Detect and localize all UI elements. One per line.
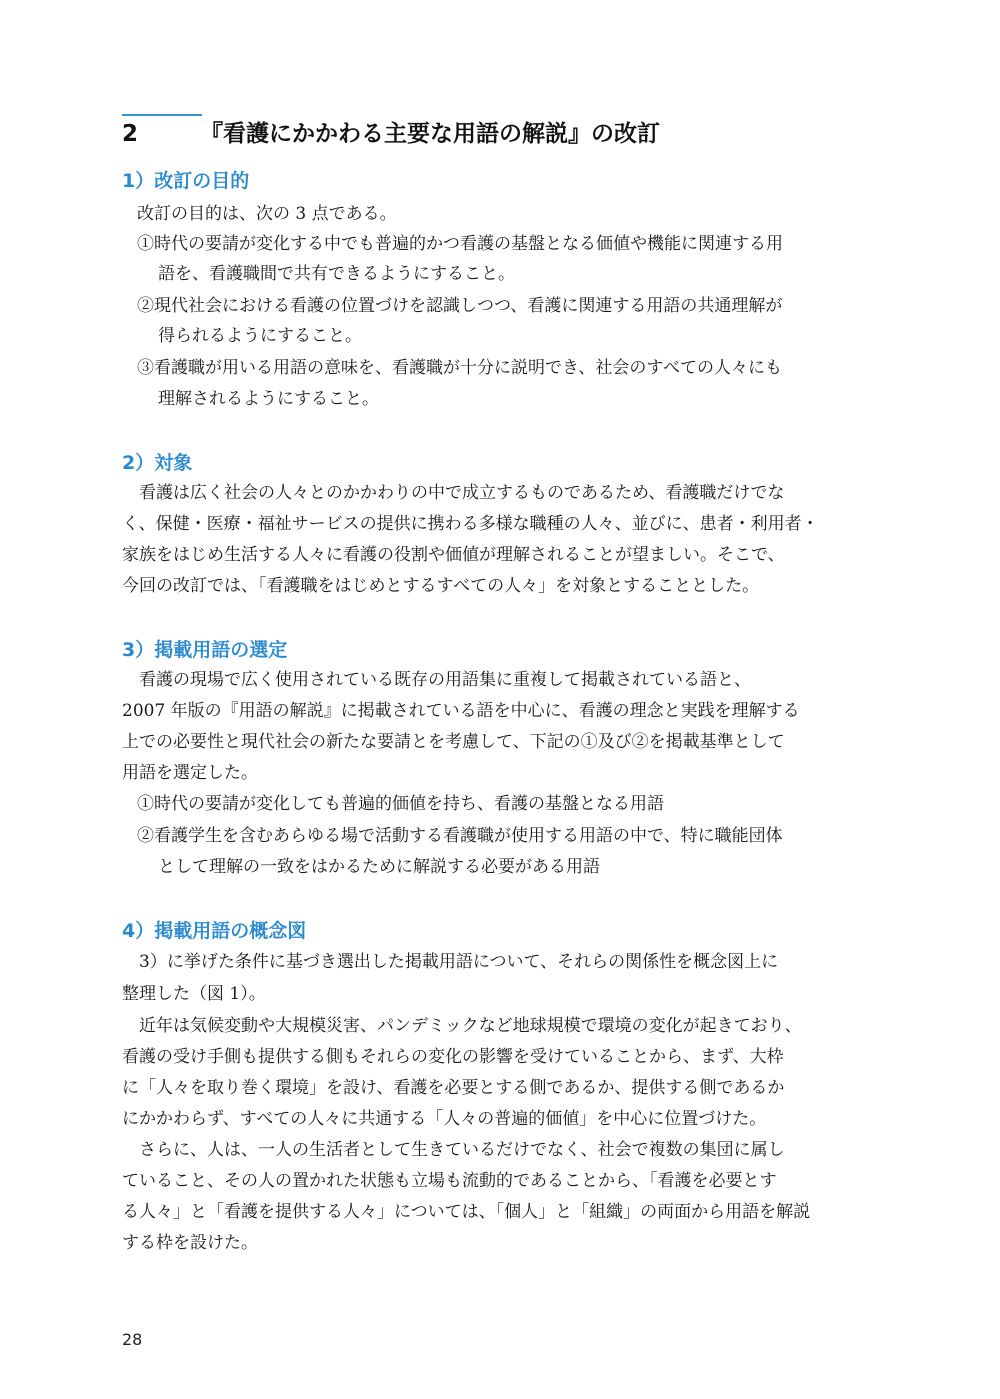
paragraph-line: 看護は広く社会の人々とのかかわりの中で成立するものであるため、看護職だけでな xyxy=(122,483,785,503)
paragraph-line: 看護の受け手側も提供する側もそれらの変化の影響を受けていることから、まず、大枠 xyxy=(122,1047,784,1067)
section-heading: 2）対象 xyxy=(122,452,193,474)
paragraph-line: ていること、その人の置かれた状態も立場も流動的であることから、「看護を必要とす xyxy=(122,1171,777,1191)
paragraph-line: 上での必要性と現代社会の新たな要請とを考慮して、下記の①及び②を掲載基準として xyxy=(122,732,785,752)
list-item-line: 理解されるようにすること。 xyxy=(158,389,379,409)
page-number: 28 xyxy=(122,1330,143,1349)
chapter-title: 『看護にかかわる主要な用語の解説』の改訂 xyxy=(200,121,660,147)
list-item-line: として理解の一致をはかるために解説する必要がある用語 xyxy=(158,857,600,877)
list-item-line: ③看護職が用いる用語の意味を、看護職が十分に説明でき、社会のすべての人々にも xyxy=(137,358,782,378)
paragraph-line: さらに、人は、一人の生活者として生きているだけでなく、社会で複数の集団に属し xyxy=(122,1140,785,1160)
section-heading: 3）掲載用語の選定 xyxy=(122,639,288,661)
paragraph-line: 看護の現場で広く使用されている既存の用語集に重複して掲載されている語と、 xyxy=(122,670,751,690)
paragraph-line: 改訂の目的は、次の 3 点である。 xyxy=(137,204,397,224)
chapter-heading xyxy=(122,114,882,154)
list-item-line: ②現代社会における看護の位置づけを認識しつつ、看護に関連する用語の共通理解が xyxy=(137,296,783,316)
section-heading: 1）改訂の目的 xyxy=(122,170,250,192)
paragraph-line: 2007 年版の『用語の解説』に掲載されている語を中心に、看護の理念と実践を理解する xyxy=(122,701,800,721)
paragraph-line: する枠を設けた。 xyxy=(122,1233,258,1253)
list-item-line: ②看護学生を含むあらゆる場で活動する看護職が使用する用語の中で、特に職能団体 xyxy=(137,826,783,846)
list-item-line: 語を、看護職間で共有できるようにすること。 xyxy=(158,264,515,284)
paragraph-line: 用語を選定した。 xyxy=(122,763,258,783)
paragraph-line: にかかわらず、すべての人々に共通する「人々の普遍的価値」を中心に位置づけた。 xyxy=(122,1109,767,1129)
list-item-line: ①時代の要請が変化する中でも普遍的かつ看護の基盤となる価値や機能に関連する用 xyxy=(137,234,783,254)
paragraph-line: に「人々を取り巻く環境」を設け、看護を必要とする側であるか、提供する側であるか xyxy=(122,1078,785,1098)
paragraph-line: る人々」と「看護を提供する人々」については、「個人」と「組織」の両面から用語を解説 xyxy=(122,1202,811,1222)
paragraph-line: 整理した（図 1）。 xyxy=(122,984,266,1004)
list-item-line: ①時代の要請が変化しても普遍的価値を持ち、看護の基盤となる用語 xyxy=(137,794,664,814)
paragraph-line: 今回の改訂では、「看護職をはじめとするすべての人々」を対象とすることとした。 xyxy=(122,576,760,596)
section-heading: 4）掲載用語の概念図 xyxy=(122,920,307,942)
paragraph-line: 家族をはじめ生活する人々に看護の役割や価値が理解されることが望ましい。そこで、 xyxy=(122,545,785,565)
paragraph-line: 近年は気候変動や大規模災害、パンデミックなど地球規模で環境の変化が起きており、 xyxy=(122,1016,802,1036)
chapter-number: 2 xyxy=(122,121,139,147)
list-item-line: 得られるようにすること。 xyxy=(158,326,362,346)
paragraph-line: 3）に挙げた条件に基づき選出した掲載用語について、それらの関係性を概念図上に xyxy=(122,952,779,972)
paragraph-line: く、保健・医療・福祉サービスの提供に携わる多様な職種の人々、並びに、患者・利用者・ xyxy=(122,514,819,534)
